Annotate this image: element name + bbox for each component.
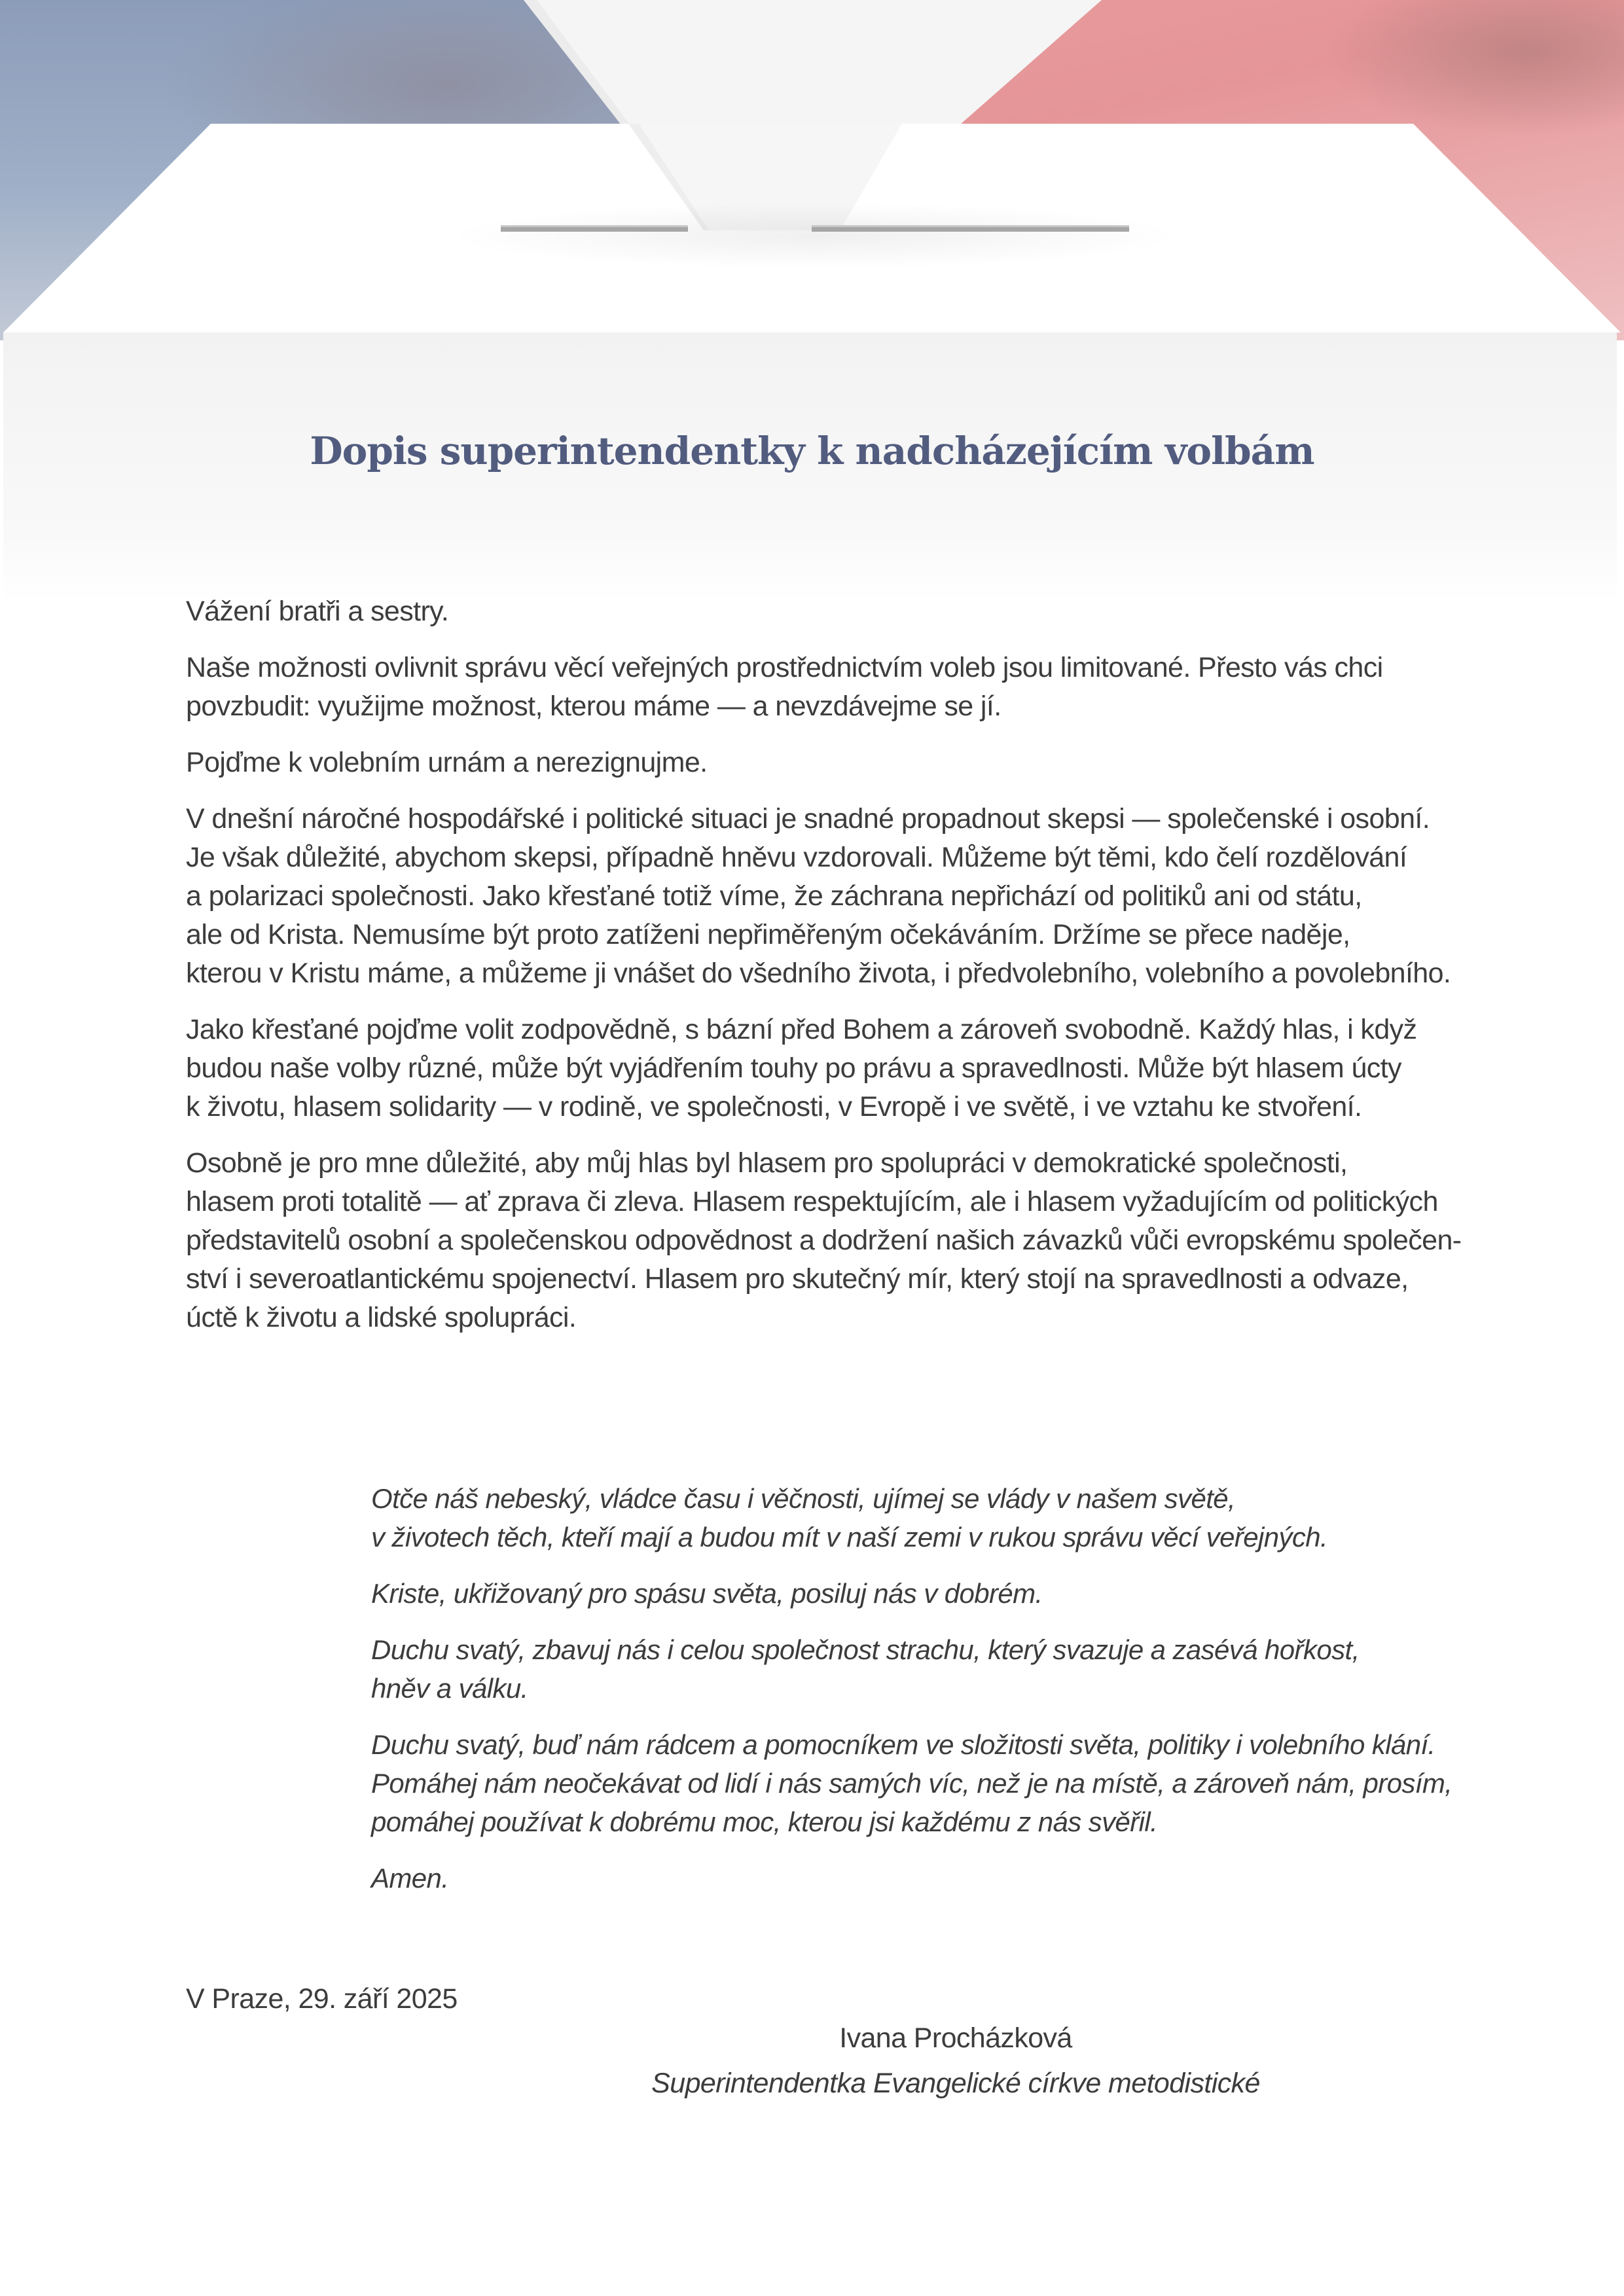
paragraph-1: [186, 649, 1495, 726]
prayer-line: pomáhej používat k dobrému moc, kterou jsi každému z nás svěřil.: [371, 1806, 1158, 1837]
prayer-line: Kriste, ukřižovaný pro spásu světa, posiluj nás v dobrém.: [371, 1578, 1043, 1609]
prayer-line: Otče náš nebeský, vládce času i věčnosti, ujímej se vlády v našem světě,: [371, 1483, 1236, 1514]
signatory-name: Ivana Procházková: [839, 2022, 1072, 2054]
text-line: Pojďme k volebním urnám a nerezignujme.: [186, 747, 708, 778]
prayer-stanza-4: [371, 1725, 1517, 1841]
ballot-slot-right: [812, 226, 1129, 232]
prayer-stanza-1: [371, 1479, 1517, 1556]
ballot-slot-left: [501, 226, 688, 232]
place-date: V Praze, 29. září 2025: [186, 1983, 458, 2015]
text-line: budou naše volby různé, může být vyjádřením touhy po právu a spravedlnosti. Může být hlasem úcty: [186, 1052, 1401, 1084]
greeting: [186, 592, 1495, 631]
text-line: hlasem proti totalitě — ať zprava či zleva. Hlasem respektujícím, ale i hlasem vyžadujícím od politických: [186, 1186, 1438, 1217]
text-line: Je však důležité, abychom skepsi, případně hněvu vzdorovali. Můžeme být těmi, kdo čelí rozdělování: [186, 842, 1407, 873]
ballot-box-illustration: [0, 0, 1624, 602]
text-line: Naše možnosti ovlivnit správu věcí veřejných prostřednictvím voleb jsou limitované. Přesto vás chci: [186, 652, 1383, 683]
paragraph-5: [186, 1144, 1495, 1337]
prayer-line: v životech těch, kteří mají a budou mít v naší zemi v rukou správu věcí veřejných.: [371, 1522, 1328, 1552]
prayer-line: Duchu svatý, buď nám rádcem a pomocníkem ve složitosti světa, politiky i volebního klání.: [371, 1729, 1435, 1760]
text-line: povzbudit: využijme možnost, kterou máme — a nevzdávejme se jí.: [186, 691, 1001, 722]
text-line: a polarizaci společnosti. Jako křesťané totiž víme, že záchrana nepřichází od politiků ani od státu,: [186, 880, 1362, 912]
text-line: kterou v Kristu máme, a můžeme ji vnášet do všedního života, i předvolebního, volebního a povolebního.: [186, 958, 1451, 989]
prayer-line: Duchu svatý, zbavuj nás i celou společnost strachu, který svazuje a zasévá hořkost,: [371, 1634, 1360, 1665]
prayer-amen: [371, 1859, 1517, 1897]
text-line: Osobně je pro mne důležité, aby můj hlas byl hlasem pro spolupráci v demokratické společnosti,: [186, 1147, 1348, 1179]
prayer-line: Amen.: [371, 1863, 449, 1893]
greeting-text: Vážení bratři a sestry.: [186, 596, 449, 627]
paragraph-4: [186, 1011, 1495, 1126]
prayer-line: Pomáhej nám neočekávat od lidí i nás samých víc, než je na místě, a zároveň nám, prosím,: [371, 1768, 1453, 1799]
text-line: k životu, hlasem solidarity — v rodině, ve společnosti, v Evropě i ve světě, i ve vztahu ke stvoření.: [186, 1091, 1362, 1122]
text-line: úctě k životu a lidské spolupráci.: [186, 1302, 577, 1333]
text-line: V dnešní náročné hospodářské i politické situaci je snadné propadnout skepsi — společenské i osobní.: [186, 803, 1430, 834]
prayer-stanza-3: [371, 1630, 1517, 1708]
text-line: Jako křesťané pojďme volit zodpovědně, s bázní před Bohem a zároveň svobodně. Každý hlas, i když: [186, 1014, 1417, 1045]
page-title: Dopis superintendentky k nadcházejícím volbám: [310, 429, 1314, 473]
text-line: představitelů osobní a společenskou odpovědnost a dodržení našich závazků vůči evropskému společen-: [186, 1225, 1462, 1256]
signature-block: [615, 2019, 1296, 2103]
prayer: [371, 1479, 1517, 1915]
prayer-stanza-2: [371, 1574, 1517, 1613]
text-line: ale od Krista. Nemusíme být proto zatíženi nepřiměřeným očekáváním. Držíme se přece naděje,: [186, 919, 1350, 950]
prayer-line: hněv a válku.: [371, 1673, 528, 1704]
text-line: ství i severoatlantickému spojenectví. Hlasem pro skutečný mír, který stojí na spravedlnosti a odvaze,: [186, 1263, 1409, 1295]
letter-body: [186, 592, 1495, 1355]
header-illustration: [0, 0, 1624, 602]
paragraph-2: [186, 744, 1495, 782]
paragraph-3: [186, 800, 1495, 993]
signatory-role: Superintendentka Evangelické církve metodistické: [651, 2068, 1260, 2099]
